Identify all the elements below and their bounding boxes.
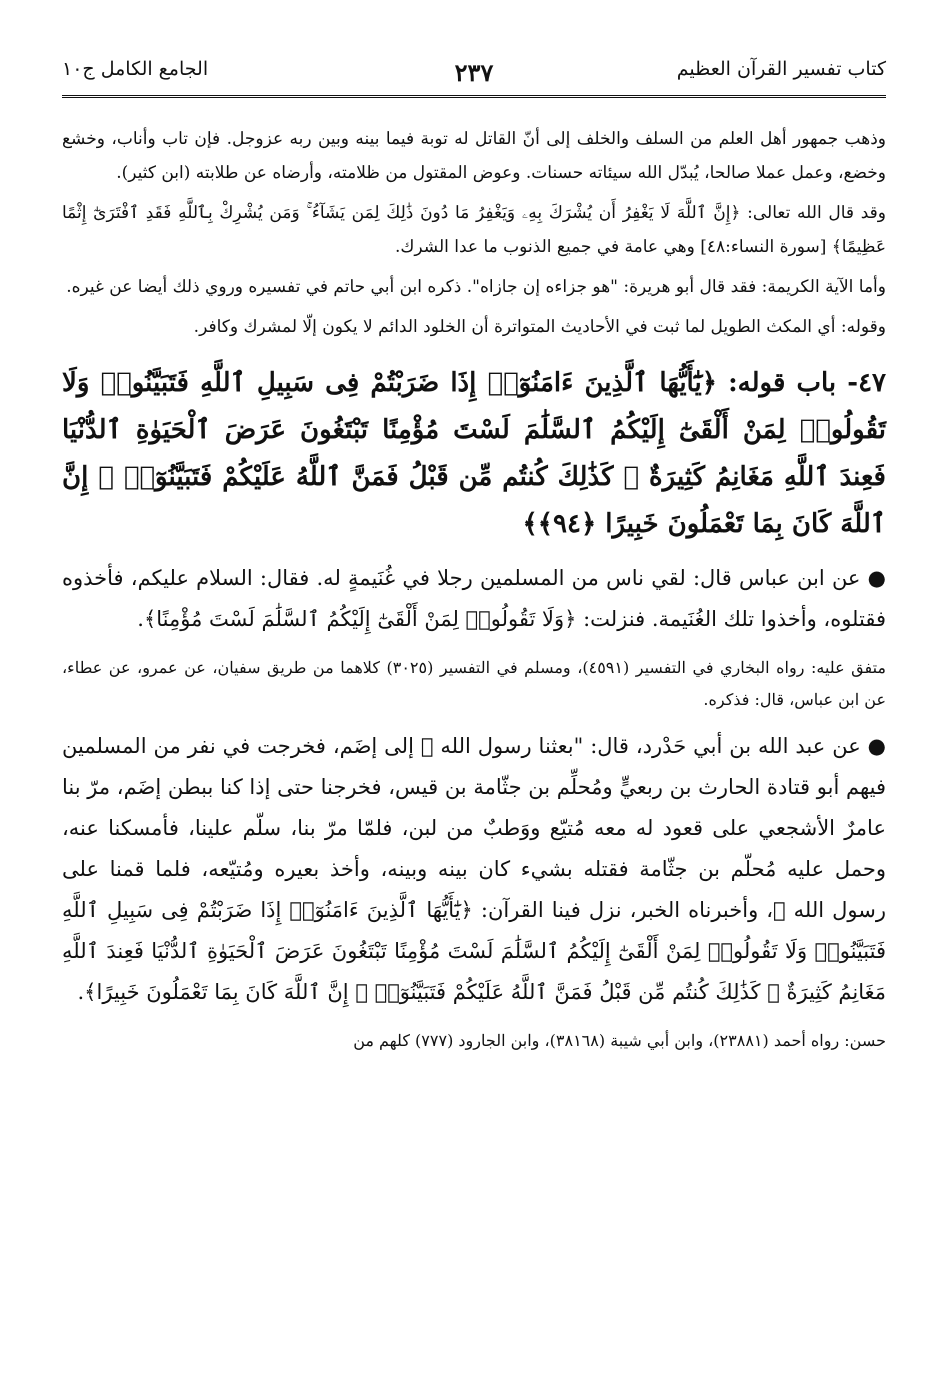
page-body [62, 122, 886, 1057]
hadith-ibn-abbas: ● عن ابن عباس قال: لقي ناس من المسلمين رجلا في غُنَيمةٍ له. فقال: السلام عليكم، فأخذوه فقتلوه، وأخذوا تلك الغُنَيمة. فنزلت: ﴿وَلَا تَقُولُوا۟ لِمَنْ أَلْقَىٰٓ إِلَيْكُمُ ٱلسَّلَٰمَ لَسْتَ مُؤْمِنًا﴾. [62, 566, 886, 631]
paragraph-nisa-48: وقد قال الله تعالى: ﴿إِنَّ ٱللَّهَ لَا يَغْفِرُ أَن يُشْرَكَ بِهِۦ وَيَغْفِرُ مَا دُونَ ذَٰلِكَ لِمَن يَشَآءُ ۚ وَمَن يُشْرِكْ بِٱللَّهِ فَقَدِ ٱفْتَرَىٰٓ إِثْمًا عَظِيمًا﴾ [سورة النساء:٤٨] وهي عامة في جميع الذنوب ما عدا الشرك. [62, 203, 886, 257]
hadith-ibn-abi-hadrad: ● عن عبد الله بن أبي حَدْرد، قال: "بعثنا رسول الله ﷺ إلى إضَم، فخرجت في نفر من المسلمين فيهم أبو قتادة الحارث بن ربعيٍّ ومُحلِّم بن جثّامة بن قيس، فخرجنا حتى إذا كنا ببطن إضَم، مرّ بنا عامرٌ الأشجعي على قعود له معه مُتيّع ووَطبٌ من لبن، فلمّا مرّ بنا، سلّم علينا، فأمسكنا عنه، وحمل عليه مُحلّم بن جثّامة فقتله بشيء كان بينه وبينه، وأخذ بعيره ومُتيّعه، فلما قمنا على رسول الله ﷺ، وأخبرناه الخبر، نزل فينا القرآن: ﴿يَٰٓأَيُّهَا ٱلَّذِينَ ءَامَنُوٓا۟ إِذَا ضَرَبْتُمْ فِى سَبِيلِ ٱللَّهِ فَتَبَيَّنُوا۟ وَلَا تَقُولُوا۟ لِمَنْ أَلْقَىٰٓ إِلَيْكُمُ ٱلسَّلَٰمَ لَسْتَ مُؤْمِنًا تَبْتَغُونَ عَرَضَ ٱلْحَيَوٰةِ ٱلدُّنْيَا فَعِندَ ٱللَّهِ مَغَانِمُ كَثِيرَةٌ ۚ كَذَٰلِكَ كُنتُم مِّن قَبْلُ فَمَنَّ ٱللَّهُ عَلَيْكُمْ فَتَبَيَّنُوٓا۟ ۚ إِنَّ ٱللَّهَ كَانَ بِمَا تَعْمَلُونَ خَبِيرًا﴾. [62, 734, 886, 1004]
takhrij-bukhari-muslim: متفق عليه: رواه البخاري في التفسير (٤٥٩١)، ومسلم في التفسير (٣٠٢٥) كلاهما من طريق سفيان، عن عمرو، عن عطاء، عن ابن عباس، قال: فذكره. [62, 658, 886, 709]
running-header [62, 58, 886, 98]
paragraph-repentance: وذهب جمهور أهل العلم من السلف والخلف إلى أنّ القاتل له توبة فيما بينه وبين ربه عزوجل. فإن تاب وأناب، وخشع وخضع، وعمل عملا صالحا، يُبدّل الله سيئاته حسنات. وعوض المقتول من ظلامته، وأرضاه عن طلابته (ابن كثير). [62, 129, 886, 183]
paragraph-abu-hurayra: وأما الآية الكريمة: فقد قال أبو هريرة: "هو جزاءه إن جازاه". ذكره ابن أبي حاتم في تفسيره وروي ذلك أيضا عن غيره. [66, 277, 886, 297]
book-title: كتاب تفسير القرآن العظيم [676, 58, 886, 80]
page-number: ٢٣٧ [454, 58, 494, 87]
chapter-heading: ٤٧- باب قوله: ﴿يَٰٓأَيُّهَا ٱلَّذِينَ ءَامَنُوٓا۟ إِذَا ضَرَبْتُمْ فِى سَبِيلِ ٱللَّهِ فَتَبَيَّنُوا۟ وَلَا تَقُولُوا۟ لِمَنْ أَلْقَىٰٓ إِلَيْكُمُ ٱلسَّلَٰمَ لَسْتَ مُؤْمِنًا تَبْتَغُونَ عَرَضَ ٱلْحَيَوٰةِ ٱلدُّنْيَا فَعِندَ ٱللَّهِ مَغَانِمُ كَثِيرَةٌ ۚ كَذَٰلِكَ كُنتُم مِّن قَبْلُ فَمَنَّ ٱللَّهُ عَلَيْكُمْ فَتَبَيَّنُوٓا۟ ۚ إِنَّ ٱللَّهَ كَانَ بِمَا تَعْمَلُونَ خَبِيرًا ﴿٩٤﴾﴾ [62, 368, 886, 539]
takhrij-ahmad: حسن: رواه أحمد (٢٣٨٨١)، وابن أبي شيبة (٣٨١٦٨)، وابن الجارود (٧٧٧) كلهم من [353, 1031, 886, 1050]
paragraph-eternal-stay: وقوله: أي المكث الطويل لما ثبت في الأحاديث المتواترة أن الخلود الدائم لا يكون إلّا لمشرك وكافر. [193, 317, 886, 337]
volume-title: الجامع الكامل ج١٠ [62, 58, 209, 80]
header-rule [62, 95, 886, 102]
